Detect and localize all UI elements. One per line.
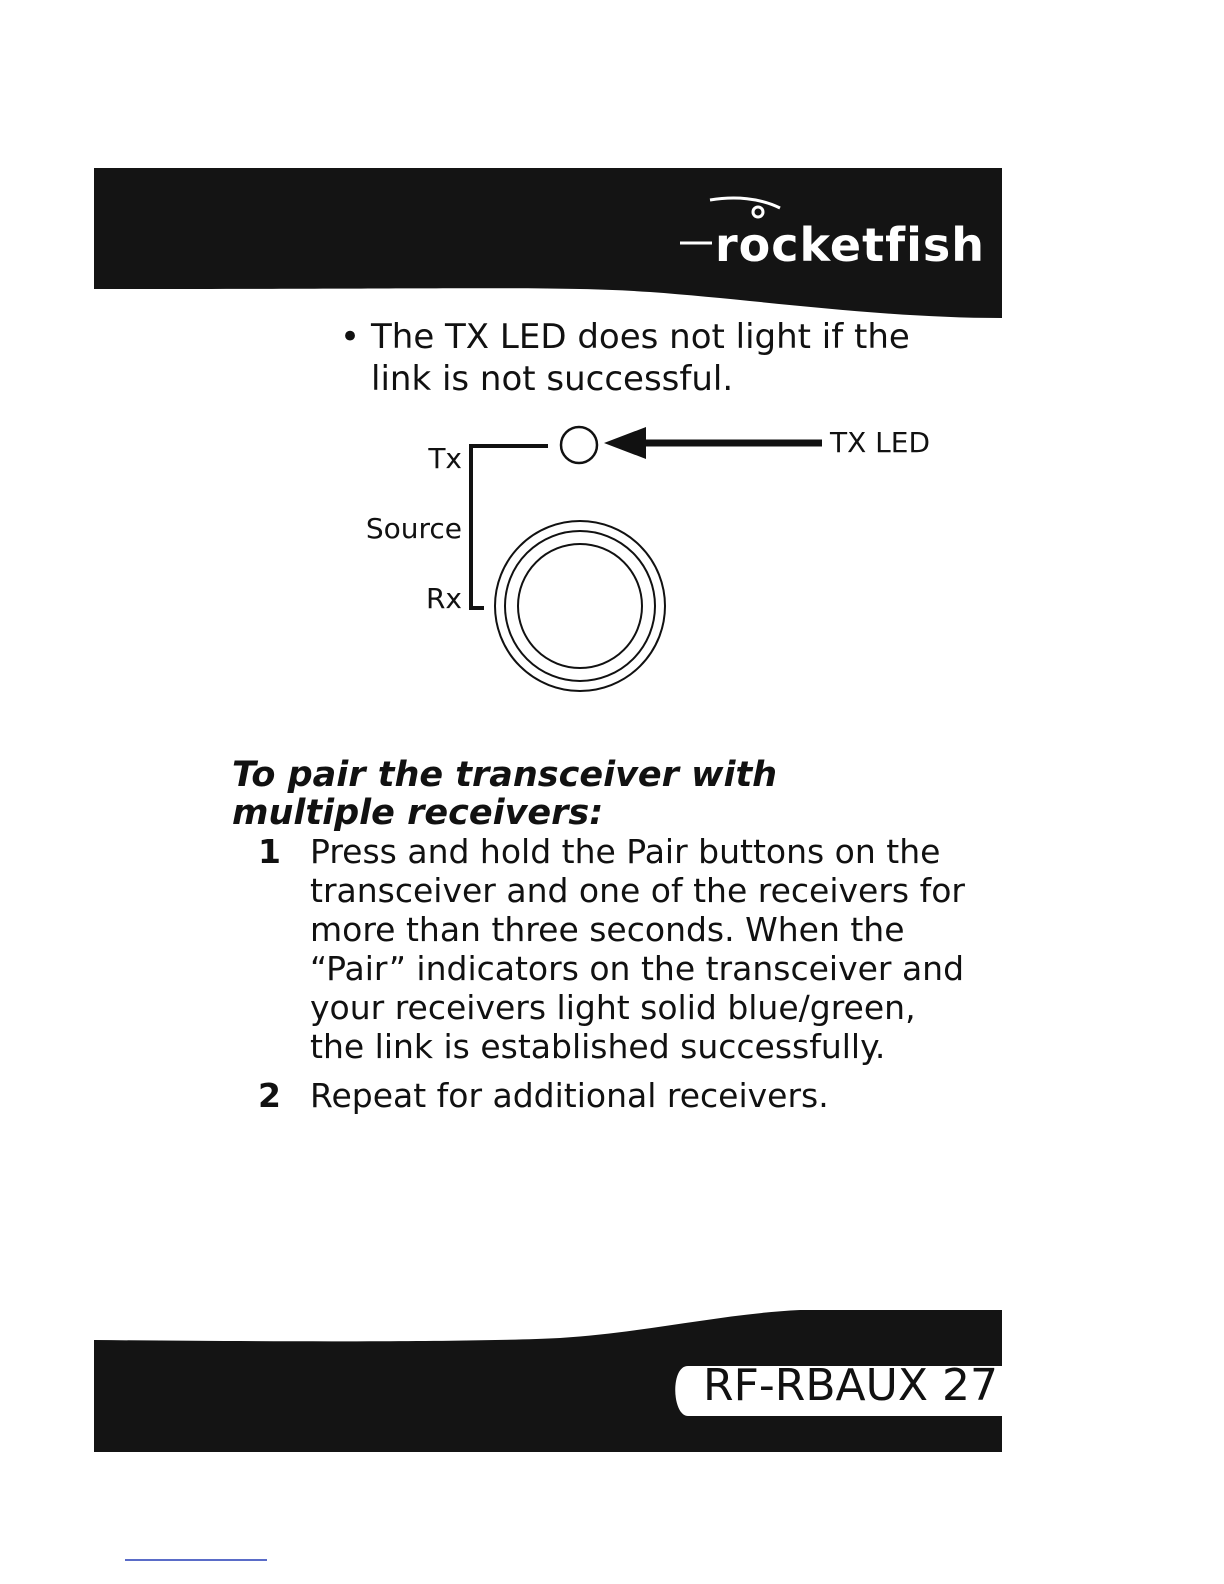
step-text: Press and hold the Pair buttons on the transceiver and one of the receivers for more than three seconds. When the “Pair” indicators on the transceiver and your receivers light solid blue/green, the link is established successfully. [310,832,965,1066]
brand-logo: rocketfish [715,218,986,272]
step-number: 2 [258,1076,281,1115]
step-number: 1 [258,832,281,871]
source-label: Source [365,512,462,545]
bullet-text: The TX LED does not light if the link is not successful. [371,317,910,399]
tx-led-label: TX LED [830,426,931,459]
tx-label: Tx [428,442,462,475]
section-heading: To pair the transceiver with multiple receivers: [232,755,778,833]
model-page-number: RF-RBAUX 27 [703,1360,998,1411]
step-text: Repeat for additional receivers. [310,1076,829,1115]
rx-label: Rx [425,582,462,615]
bullet-marker: • [340,317,361,357]
